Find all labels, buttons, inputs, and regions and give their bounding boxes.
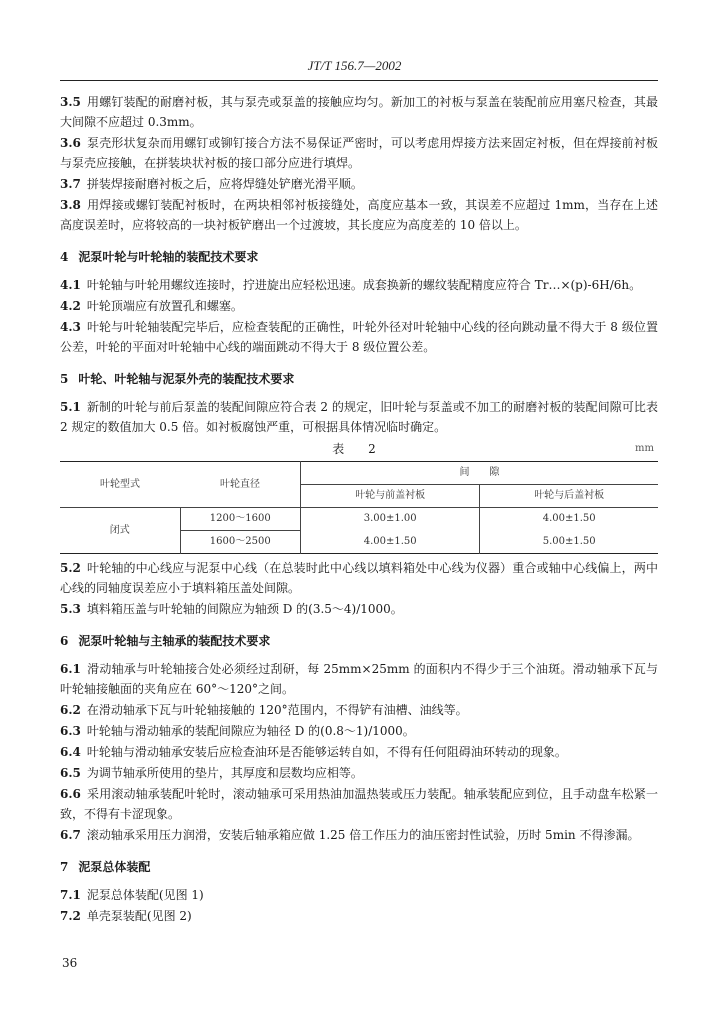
section-4-heading	[60, 247, 658, 267]
section-title: 泥泵叶轮轴与主轴承的装配技术要求	[78, 634, 271, 648]
clause-3-7	[60, 174, 658, 194]
table-row	[60, 508, 658, 531]
clause-number: 6.6	[60, 787, 81, 801]
clause-number: 6.5	[60, 766, 81, 780]
clause-6-7	[60, 825, 658, 845]
clearance-table	[60, 461, 658, 554]
section-title: 泥泵总体装配	[78, 860, 151, 874]
section-5-heading	[60, 369, 658, 389]
clause-number: 7.2	[60, 909, 81, 923]
clause-text: 叶轮顶端应有放置孔和螺塞。	[86, 299, 243, 313]
section-7-heading	[60, 857, 658, 877]
clause-text: 滚动轴承采用压力润滑，安装后轴承箱应做 1.25 倍工作压力的油压密封性试验，历时 5min 不得渗漏。	[86, 828, 640, 842]
section-6-heading	[60, 631, 658, 651]
cell-front: 4.00±1.50	[301, 531, 480, 554]
standard-header: JT/T 156.7—2002	[307, 58, 402, 73]
section-title: 泥泵叶轮与叶轮轴的装配技术要求	[78, 250, 259, 264]
clause-4-2	[60, 296, 658, 316]
cell-type: 闭式	[109, 524, 130, 536]
clause-7-1	[60, 885, 658, 905]
header-impeller-type: 叶轮型式	[60, 462, 180, 508]
clause-text: 泵壳形状复杂而用螺钉或铆钉接合方法不易保证严密时，可以考虑用焊接方法来固定衬板，但在焊接前衬板与泵壳应接触，在拼装块状衬板的接口部分应进行填焊。	[60, 136, 658, 170]
clause-number: 4.3	[60, 320, 81, 334]
clause-number: 5.2	[60, 561, 81, 575]
clause-5-2	[60, 558, 658, 598]
clause-6-4	[60, 742, 658, 762]
clause-number: 3.5	[60, 95, 81, 109]
clause-3-5	[60, 92, 658, 132]
clause-4-1	[60, 275, 658, 295]
clause-text: 叶轮轴的中心线应与泥泵中心线（在总装时此中心线以填料箱处中心线为仪器）重合或轴中心线偏上，两中心线的同轴度误差应小于填料箱压盖处间隙。	[60, 561, 658, 595]
clause-text: 叶轮与叶轮轴装配完毕后，应检查装配的正确性，叶轮外径对叶轮轴中心线的径向跳动量不得大于 8 级位置公差，叶轮的平面对叶轮轴中心线的端面跳动不得大于 8 级位置公差。	[60, 320, 658, 354]
clause-number: 6.1	[60, 662, 81, 676]
clause-number: 3.6	[60, 136, 81, 150]
section-number: 6	[60, 634, 69, 648]
section-title: 叶轮、叶轮轴与泥泵外壳的装配技术要求	[78, 372, 295, 386]
clause-6-1	[60, 659, 658, 699]
clause-number: 3.7	[60, 177, 81, 191]
cell-rear: 5.00±1.50	[480, 531, 658, 554]
clause-number: 6.4	[60, 745, 81, 759]
clause-text: 叶轮轴与滑动轴承安装后应检查油环是否能够运转自如，不得有任何阻碍油环转动的现象。	[86, 745, 567, 759]
clause-text: 拼装焊接耐磨衬板之后，应将焊缝处铲磨光滑平顺。	[86, 177, 363, 191]
header-clearance: 间 隙	[301, 462, 659, 485]
clause-6-2	[60, 700, 658, 720]
clause-number: 4.1	[60, 278, 81, 292]
clause-text: 泥泵总体装配(见图 1)	[86, 888, 204, 902]
clause-number: 4.2	[60, 299, 81, 313]
header-front-liner: 叶轮与前盖衬板	[301, 485, 480, 508]
clause-5-1	[60, 397, 658, 437]
cell-front: 3.00±1.00	[301, 508, 480, 531]
clause-text: 用螺钉装配的耐磨衬板，其与泵壳或泵盖的接触应均匀。新加工的衬板与泵盖在装配前应用塞尺检查，其最大间隙不应超过 0.3mm。	[60, 95, 658, 129]
clause-text: 单壳泵装配(见图 2)	[86, 909, 192, 923]
clause-7-2	[60, 906, 658, 926]
section-number: 7	[60, 860, 69, 874]
clause-6-3	[60, 721, 658, 741]
section-number: 5	[60, 372, 69, 386]
document-body	[60, 92, 658, 927]
clause-3-8	[60, 195, 658, 235]
clause-number: 5.3	[60, 602, 81, 616]
clause-text: 叶轮轴与滑动轴承的装配间隙应为轴径 D 的(0.8～1)/1000。	[86, 724, 415, 738]
page-number: 36	[62, 956, 78, 970]
clause-text: 采用滚动轴承装配叶轮时，滚动轴承可采用热油加温热装或压力装配。轴承装配应到位，且手动盘车松紧一致，不得有卡涩现象。	[60, 787, 658, 821]
clause-number: 6.3	[60, 724, 81, 738]
clause-6-5	[60, 763, 658, 783]
clause-3-6	[60, 133, 658, 173]
table-title: 表 2	[332, 442, 386, 456]
clause-5-3	[60, 599, 658, 619]
header-impeller-diameter: 叶轮直径	[180, 462, 301, 508]
clause-text: 新制的叶轮与前后泵盖的装配间隙应符合表 2 的规定，旧叶轮与泵盖或不加工的耐磨衬板的装配间隙可比表 2 规定的数值加大 0.5 倍。如衬板腐蚀严重，可根据具体情况临时确定。	[60, 400, 658, 434]
header-rule	[60, 80, 658, 81]
clause-text: 叶轮轴与叶轮用螺纹连接时，拧进旋出应轻松迅速。成套换新的螺纹装配精度应符合 Tr…×(p)-6H/6h。	[86, 278, 642, 292]
cell-diameter: 1200～1600	[180, 508, 301, 531]
clause-text: 在滑动轴承下瓦与叶轮轴接触的 120°范围内，不得铲有油槽、油线等。	[86, 703, 468, 717]
clause-4-3	[60, 317, 658, 357]
clause-text: 用焊接或螺钉装配衬板时，在两块相邻衬板接缝处，高度应基本一致，其误差不应超过 1mm，当存在上述高度误差时，应将较高的一块衬板铲磨出一个过渡坡，其长度应为高度差的 10 倍以上。	[60, 198, 658, 232]
table-caption	[60, 439, 658, 459]
cell-diameter: 1600～2500	[180, 531, 301, 554]
clause-text: 为调节轴承所使用的垫片，其厚度和层数均应相等。	[86, 766, 363, 780]
header-rear-liner: 叶轮与后盖衬板	[480, 485, 658, 508]
table-unit: mm	[635, 443, 654, 454]
clause-text: 填料箱压盖与叶轮轴的间隙应为轴颈 D 的(3.5～4)/1000。	[86, 602, 403, 616]
clause-text: 滑动轴承与叶轮轴接合处必须经过刮研，每 25mm×25mm 的面积内不得少于三个油斑。滑动轴承下瓦与叶轮轴接触面的夹角应在 60°～120°之间。	[60, 662, 658, 696]
clause-number: 5.1	[60, 400, 81, 414]
clause-number: 7.1	[60, 888, 81, 902]
clause-number: 6.2	[60, 703, 81, 717]
clause-number: 3.8	[60, 198, 81, 212]
clause-6-6	[60, 784, 658, 824]
section-number: 4	[60, 250, 69, 264]
clause-number: 6.7	[60, 828, 81, 842]
cell-rear: 4.00±1.50	[480, 508, 658, 531]
